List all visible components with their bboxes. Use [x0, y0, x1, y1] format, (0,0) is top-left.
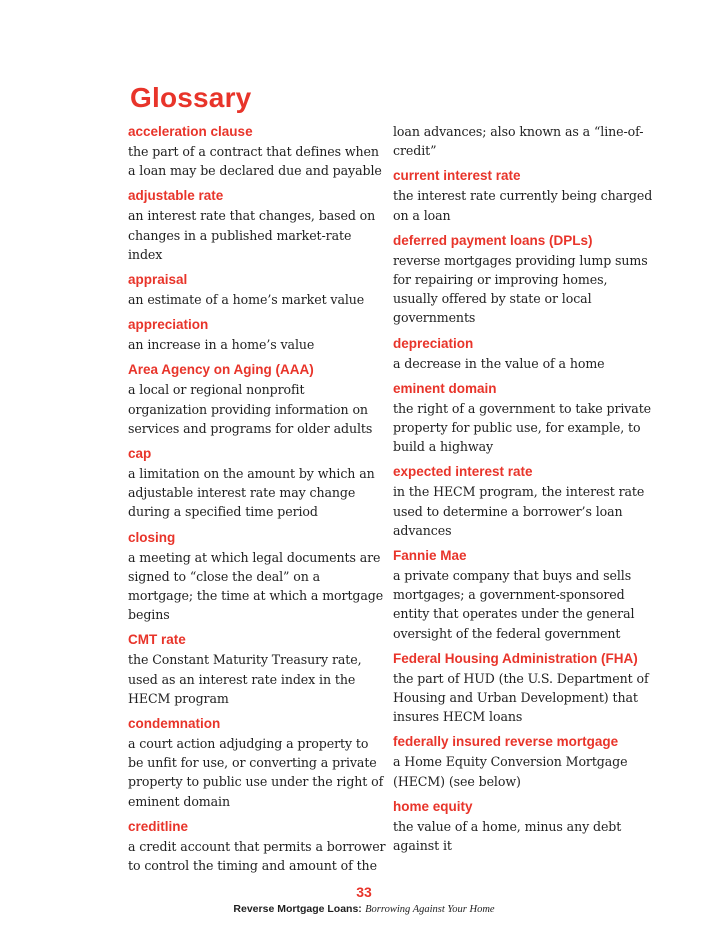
footer-subtitle: Borrowing Against Your Home — [365, 904, 495, 915]
glossary-entry — [393, 732, 655, 790]
glossary-term: current interest rate — [393, 168, 521, 184]
glossary-term: Area Agency on Aging (AAA) — [128, 362, 314, 378]
glossary-entry — [128, 186, 386, 264]
glossary-term: Fannie Mae — [393, 548, 467, 564]
glossary-term: cap — [128, 446, 152, 462]
glossary-term: appreciation — [128, 317, 209, 333]
glossary-left-column — [128, 122, 386, 881]
glossary-entry — [128, 444, 386, 522]
glossary-definition: a Home Equity Conversion Mortgage (HECM) (see below) — [393, 754, 628, 789]
glossary-definition: an increase in a home’s value — [128, 337, 315, 353]
glossary-entry — [393, 462, 655, 540]
glossary-entry — [128, 360, 386, 438]
glossary-term: adjustable rate — [128, 188, 224, 204]
glossary-definition: the part of HUD (the U.S. Department of Housing and Urban Development) that insures HECM loans — [393, 670, 649, 725]
glossary-term: CMT rate — [128, 632, 186, 648]
glossary-definition: a credit account that permits a borrower to control the timing and amount of the — [128, 838, 386, 874]
glossary-definition: the part of a contract that defines when a loan may be declared due and payable — [128, 144, 382, 179]
continued-definition: loan advances; also known as a “line-of-credit” — [393, 124, 644, 159]
glossary-definition: a court action adjudging a property to be unfit for use, or converting a private property to public use under the right of eminent domain — [128, 736, 384, 809]
glossary-definition: the value of a home, minus any debt against it — [393, 818, 622, 854]
glossary-entry — [393, 166, 655, 224]
glossary-definition: a meeting at which legal documents are signed to “close the deal” on a mortgage; the time at which a mortgage begins — [128, 549, 384, 623]
page-title: Glossary — [130, 82, 252, 113]
glossary-definition: a local or regional nonprofit organization providing information on services and programs for older adults — [128, 382, 373, 436]
glossary-definition: an interest rate that changes, based on changes in a published market-rate index — [128, 208, 376, 262]
glossary-entry — [393, 231, 655, 328]
glossary-entry — [128, 270, 386, 309]
continued-entry — [393, 122, 655, 160]
glossary-term: federally insured reverse mortgage — [393, 734, 619, 750]
glossary-term: depreciation — [393, 335, 474, 351]
glossary-entry — [128, 315, 386, 354]
glossary-entry — [128, 630, 386, 708]
glossary-term: Federal Housing Administration (FHA) — [393, 650, 638, 666]
glossary-term: creditline — [128, 818, 189, 834]
glossary-definition: a private company that buys and sells mortgages; a government-sponsored entity that operates under the general oversight of the federal government — [393, 568, 635, 641]
glossary-term: deferred payment loans (DPLs) — [393, 232, 593, 248]
glossary-term: acceleration clause — [128, 124, 253, 139]
glossary-term: appraisal — [128, 272, 188, 288]
glossary-entry — [128, 714, 386, 811]
glossary-term: home equity — [393, 798, 473, 814]
glossary-definition: an estimate of a home’s market value — [128, 292, 365, 308]
glossary-definition: reverse mortgages providing lump sums for repairing or improving homes, usually offered by state or local governments — [393, 252, 648, 326]
glossary-definition: the interest rate currently being charged on a loan — [393, 188, 653, 223]
glossary-definition: in the HECM program, the interest rate used to determine a borrower’s loan advances — [393, 484, 645, 538]
glossary-entry — [393, 797, 655, 855]
glossary-definition: the right of a government to take private property for public use, for example, to build a highway — [393, 400, 652, 455]
glossary-term: eminent domain — [393, 380, 497, 396]
glossary-entry — [393, 334, 655, 373]
footer-book-title — [0, 903, 728, 915]
glossary-definition: a limitation on the amount by which an adjustable interest rate may change during a specified time period — [128, 466, 375, 520]
page-number: 33 — [356, 884, 372, 900]
glossary-entry — [393, 546, 655, 643]
footer-title: Reverse Mortgage Loans: — [233, 903, 362, 915]
glossary-term: condemnation — [128, 716, 221, 732]
glossary-definition: a decrease in the value of a home — [393, 355, 605, 371]
glossary-term: expected interest rate — [393, 464, 533, 480]
glossary-entry — [393, 649, 655, 727]
glossary-entry — [128, 528, 386, 625]
glossary-right-column — [393, 122, 655, 861]
glossary-term: closing — [128, 529, 176, 545]
glossary-definition: the Constant Maturity Treasury rate, used as an interest rate index in the HECM program — [128, 652, 362, 706]
glossary-entry — [393, 379, 655, 457]
glossary-entry — [128, 122, 386, 180]
glossary-entry — [128, 817, 386, 875]
